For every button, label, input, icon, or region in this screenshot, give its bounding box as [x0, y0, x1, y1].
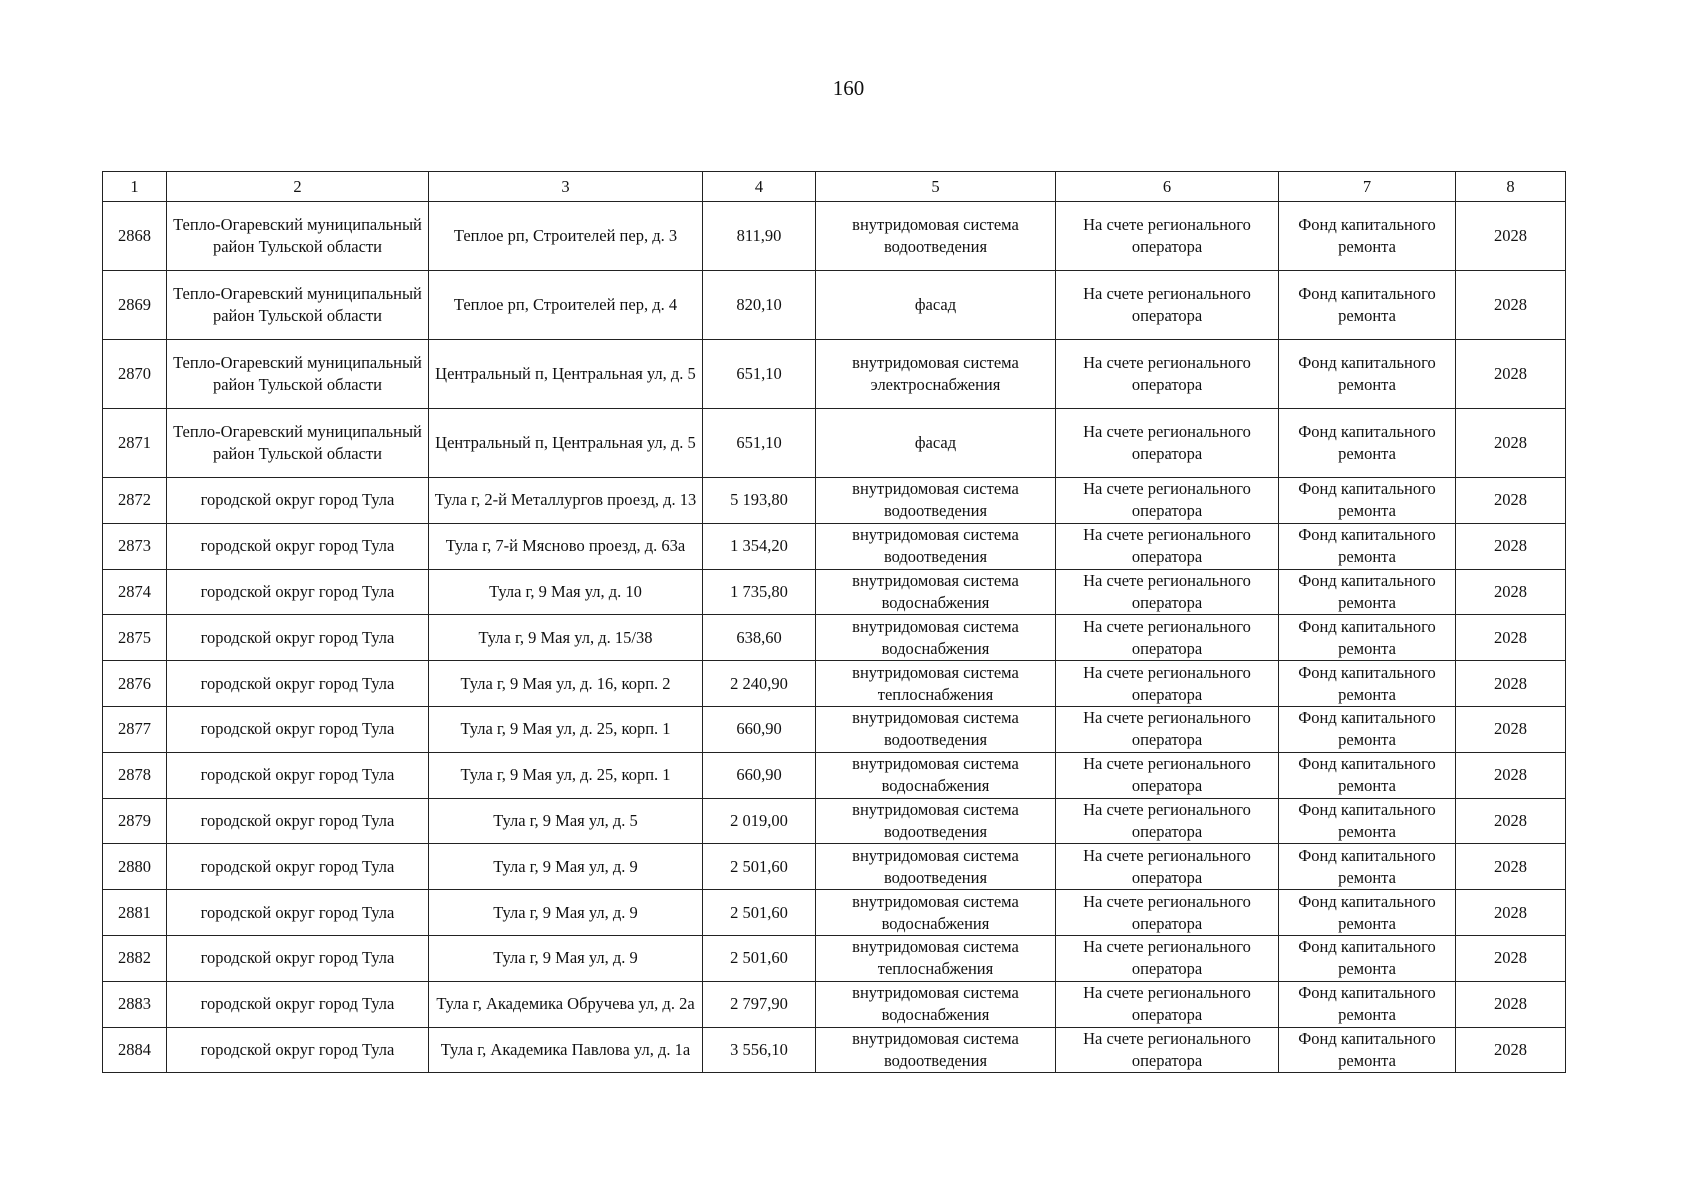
- work-type-cell: внутридомовая система водоснабжения: [816, 890, 1056, 936]
- work-type-cell: внутридомовая система водоотведения: [816, 844, 1056, 890]
- row-number-cell: 2882: [103, 935, 167, 981]
- row-number-cell: 2871: [103, 409, 167, 478]
- register-table: [102, 171, 1566, 1073]
- fund-method-cell: На счете регионального оператора: [1056, 752, 1279, 798]
- row-number-cell: 2877: [103, 706, 167, 752]
- fund-method-cell: На счете регионального оператора: [1056, 706, 1279, 752]
- area-cell: 2 501,60: [703, 844, 816, 890]
- fund-method-cell: На счете регионального оператора: [1056, 409, 1279, 478]
- fund-method-cell: На счете регионального оператора: [1056, 340, 1279, 409]
- table-row: [103, 569, 1566, 615]
- work-type-cell: внутридомовая система водоснабжения: [816, 981, 1056, 1027]
- address-cell: Тула г, 9 Мая ул, д. 9: [429, 844, 703, 890]
- table-row: [103, 1027, 1566, 1073]
- municipality-cell: городской округ город Тула: [167, 935, 429, 981]
- area-cell: 820,10: [703, 271, 816, 340]
- page-number: 160: [832, 76, 865, 100]
- row-number-cell: 2884: [103, 1027, 167, 1073]
- area-cell: 638,60: [703, 615, 816, 661]
- fund-source-cell: Фонд капитального ремонта: [1279, 615, 1456, 661]
- table-row: [103, 523, 1566, 569]
- year-cell: 2028: [1456, 661, 1566, 707]
- year-cell: 2028: [1456, 569, 1566, 615]
- fund-source-cell: Фонд капитального ремонта: [1279, 981, 1456, 1027]
- municipality-cell: Тепло-Огаревский муниципальный район Тульской области: [167, 202, 429, 271]
- work-type-cell: внутридомовая система водоотведения: [816, 706, 1056, 752]
- fund-method-cell: На счете регионального оператора: [1056, 569, 1279, 615]
- row-number-cell: 2873: [103, 523, 167, 569]
- column-header: 3: [429, 172, 703, 202]
- table-row: [103, 844, 1566, 890]
- header-row: [103, 172, 1566, 202]
- address-cell: Тула г, 7-й Мясново проезд, д. 63а: [429, 523, 703, 569]
- municipality-cell: городской округ город Тула: [167, 798, 429, 844]
- fund-source-cell: Фонд капитального ремонта: [1279, 661, 1456, 707]
- year-cell: 2028: [1456, 798, 1566, 844]
- fund-method-cell: На счете регионального оператора: [1056, 844, 1279, 890]
- column-header: 7: [1279, 172, 1456, 202]
- area-cell: 2 501,60: [703, 935, 816, 981]
- column-header: 5: [816, 172, 1056, 202]
- table-row: [103, 478, 1566, 524]
- table-row: [103, 409, 1566, 478]
- work-type-cell: внутридомовая система водоотведения: [816, 202, 1056, 271]
- row-number-cell: 2878: [103, 752, 167, 798]
- fund-source-cell: Фонд капитального ремонта: [1279, 569, 1456, 615]
- row-number-cell: 2868: [103, 202, 167, 271]
- address-cell: Центральный п, Центральная ул, д. 5: [429, 409, 703, 478]
- column-header: 6: [1056, 172, 1279, 202]
- work-type-cell: внутридомовая система электроснабжения: [816, 340, 1056, 409]
- column-header: 2: [167, 172, 429, 202]
- municipality-cell: городской округ город Тула: [167, 844, 429, 890]
- year-cell: 2028: [1456, 844, 1566, 890]
- fund-method-cell: На счете регионального оператора: [1056, 271, 1279, 340]
- year-cell: 2028: [1456, 706, 1566, 752]
- row-number-cell: 2872: [103, 478, 167, 524]
- address-cell: Тула г, 9 Мая ул, д. 15/38: [429, 615, 703, 661]
- fund-source-cell: Фонд капитального ремонта: [1279, 890, 1456, 936]
- area-cell: 651,10: [703, 409, 816, 478]
- area-cell: 1 735,80: [703, 569, 816, 615]
- address-cell: Тула г, 9 Мая ул, д. 10: [429, 569, 703, 615]
- column-header: 1: [103, 172, 167, 202]
- fund-source-cell: Фонд капитального ремонта: [1279, 752, 1456, 798]
- area-cell: 660,90: [703, 752, 816, 798]
- row-number-cell: 2869: [103, 271, 167, 340]
- municipality-cell: Тепло-Огаревский муниципальный район Тульской области: [167, 340, 429, 409]
- row-number-cell: 2879: [103, 798, 167, 844]
- address-cell: Теплое рп, Строителей пер, д. 4: [429, 271, 703, 340]
- year-cell: 2028: [1456, 615, 1566, 661]
- row-number-cell: 2881: [103, 890, 167, 936]
- table-row: [103, 271, 1566, 340]
- work-type-cell: внутридомовая система водоотведения: [816, 478, 1056, 524]
- fund-source-cell: Фонд капитального ремонта: [1279, 706, 1456, 752]
- column-header: 8: [1456, 172, 1566, 202]
- area-cell: 811,90: [703, 202, 816, 271]
- municipality-cell: городской округ город Тула: [167, 1027, 429, 1073]
- address-cell: Центральный п, Центральная ул, д. 5: [429, 340, 703, 409]
- fund-method-cell: На счете регионального оператора: [1056, 523, 1279, 569]
- table-row: [103, 706, 1566, 752]
- address-cell: Тула г, 9 Мая ул, д. 5: [429, 798, 703, 844]
- year-cell: 2028: [1456, 981, 1566, 1027]
- address-cell: Тула г, 9 Мая ул, д. 25, корп. 1: [429, 706, 703, 752]
- table-row: [103, 340, 1566, 409]
- area-cell: 1 354,20: [703, 523, 816, 569]
- fund-source-cell: Фонд капитального ремонта: [1279, 409, 1456, 478]
- fund-method-cell: На счете регионального оператора: [1056, 1027, 1279, 1073]
- row-number-cell: 2870: [103, 340, 167, 409]
- row-number-cell: 2880: [103, 844, 167, 890]
- row-number-cell: 2883: [103, 981, 167, 1027]
- municipality-cell: городской округ город Тула: [167, 981, 429, 1027]
- fund-source-cell: Фонд капитального ремонта: [1279, 1027, 1456, 1073]
- municipality-cell: городской округ город Тула: [167, 569, 429, 615]
- municipality-cell: городской округ город Тула: [167, 752, 429, 798]
- address-cell: Тула г, Академика Обручева ул, д. 2а: [429, 981, 703, 1027]
- address-cell: Тула г, 9 Мая ул, д. 9: [429, 890, 703, 936]
- table-row: [103, 615, 1566, 661]
- area-cell: 2 501,60: [703, 890, 816, 936]
- work-type-cell: внутридомовая система водоснабжения: [816, 752, 1056, 798]
- fund-source-cell: Фонд капитального ремонта: [1279, 798, 1456, 844]
- municipality-cell: Тепло-Огаревский муниципальный район Тульской области: [167, 271, 429, 340]
- fund-method-cell: На счете регионального оператора: [1056, 890, 1279, 936]
- table-row: [103, 202, 1566, 271]
- year-cell: 2028: [1456, 340, 1566, 409]
- area-cell: 2 019,00: [703, 798, 816, 844]
- table-row: [103, 981, 1566, 1027]
- work-type-cell: внутридомовая система водоснабжения: [816, 569, 1056, 615]
- address-cell: Тула г, 9 Мая ул, д. 16, корп. 2: [429, 661, 703, 707]
- fund-source-cell: Фонд капитального ремонта: [1279, 340, 1456, 409]
- municipality-cell: городской округ город Тула: [167, 478, 429, 524]
- table-row: [103, 935, 1566, 981]
- address-cell: Тула г, Академика Павлова ул, д. 1а: [429, 1027, 703, 1073]
- row-number-cell: 2874: [103, 569, 167, 615]
- fund-method-cell: На счете регионального оператора: [1056, 202, 1279, 271]
- municipality-cell: Тепло-Огаревский муниципальный район Тульской области: [167, 409, 429, 478]
- fund-source-cell: Фонд капитального ремонта: [1279, 271, 1456, 340]
- year-cell: 2028: [1456, 523, 1566, 569]
- fund-source-cell: Фонд капитального ремонта: [1279, 844, 1456, 890]
- address-cell: Тула г, 2-й Металлургов проезд, д. 13: [429, 478, 703, 524]
- table-header: [103, 172, 1566, 202]
- area-cell: 2 797,90: [703, 981, 816, 1027]
- fund-method-cell: На счете регионального оператора: [1056, 935, 1279, 981]
- row-number-cell: 2876: [103, 661, 167, 707]
- table-row: [103, 661, 1566, 707]
- municipality-cell: городской округ город Тула: [167, 706, 429, 752]
- fund-method-cell: На счете регионального оператора: [1056, 981, 1279, 1027]
- municipality-cell: городской округ город Тула: [167, 890, 429, 936]
- fund-source-cell: Фонд капитального ремонта: [1279, 935, 1456, 981]
- fund-method-cell: На счете регионального оператора: [1056, 615, 1279, 661]
- year-cell: 2028: [1456, 478, 1566, 524]
- fund-source-cell: Фонд капитального ремонта: [1279, 523, 1456, 569]
- area-cell: 651,10: [703, 340, 816, 409]
- area-cell: 660,90: [703, 706, 816, 752]
- fund-method-cell: На счете регионального оператора: [1056, 478, 1279, 524]
- work-type-cell: фасад: [816, 409, 1056, 478]
- area-cell: 2 240,90: [703, 661, 816, 707]
- year-cell: 2028: [1456, 202, 1566, 271]
- table-row: [103, 890, 1566, 936]
- area-cell: 3 556,10: [703, 1027, 816, 1073]
- year-cell: 2028: [1456, 890, 1566, 936]
- municipality-cell: городской округ город Тула: [167, 661, 429, 707]
- work-type-cell: внутридомовая система водоотведения: [816, 1027, 1056, 1073]
- work-type-cell: внутридомовая система теплоснабжения: [816, 935, 1056, 981]
- row-number-cell: 2875: [103, 615, 167, 661]
- fund-source-cell: Фонд капитального ремонта: [1279, 478, 1456, 524]
- address-cell: Теплое рп, Строителей пер, д. 3: [429, 202, 703, 271]
- year-cell: 2028: [1456, 935, 1566, 981]
- table-row: [103, 798, 1566, 844]
- year-cell: 2028: [1456, 409, 1566, 478]
- table-body: [103, 202, 1566, 1073]
- table-row: [103, 752, 1566, 798]
- fund-method-cell: На счете регионального оператора: [1056, 798, 1279, 844]
- year-cell: 2028: [1456, 1027, 1566, 1073]
- work-type-cell: внутридомовая система водоснабжения: [816, 615, 1056, 661]
- column-header: 4: [703, 172, 816, 202]
- work-type-cell: фасад: [816, 271, 1056, 340]
- year-cell: 2028: [1456, 752, 1566, 798]
- address-cell: Тула г, 9 Мая ул, д. 25, корп. 1: [429, 752, 703, 798]
- work-type-cell: внутридомовая система водоотведения: [816, 523, 1056, 569]
- area-cell: 5 193,80: [703, 478, 816, 524]
- fund-method-cell: На счете регионального оператора: [1056, 661, 1279, 707]
- year-cell: 2028: [1456, 271, 1566, 340]
- work-type-cell: внутридомовая система теплоснабжения: [816, 661, 1056, 707]
- address-cell: Тула г, 9 Мая ул, д. 9: [429, 935, 703, 981]
- fund-source-cell: Фонд капитального ремонта: [1279, 202, 1456, 271]
- municipality-cell: городской округ город Тула: [167, 523, 429, 569]
- work-type-cell: внутридомовая система водоотведения: [816, 798, 1056, 844]
- municipality-cell: городской округ город Тула: [167, 615, 429, 661]
